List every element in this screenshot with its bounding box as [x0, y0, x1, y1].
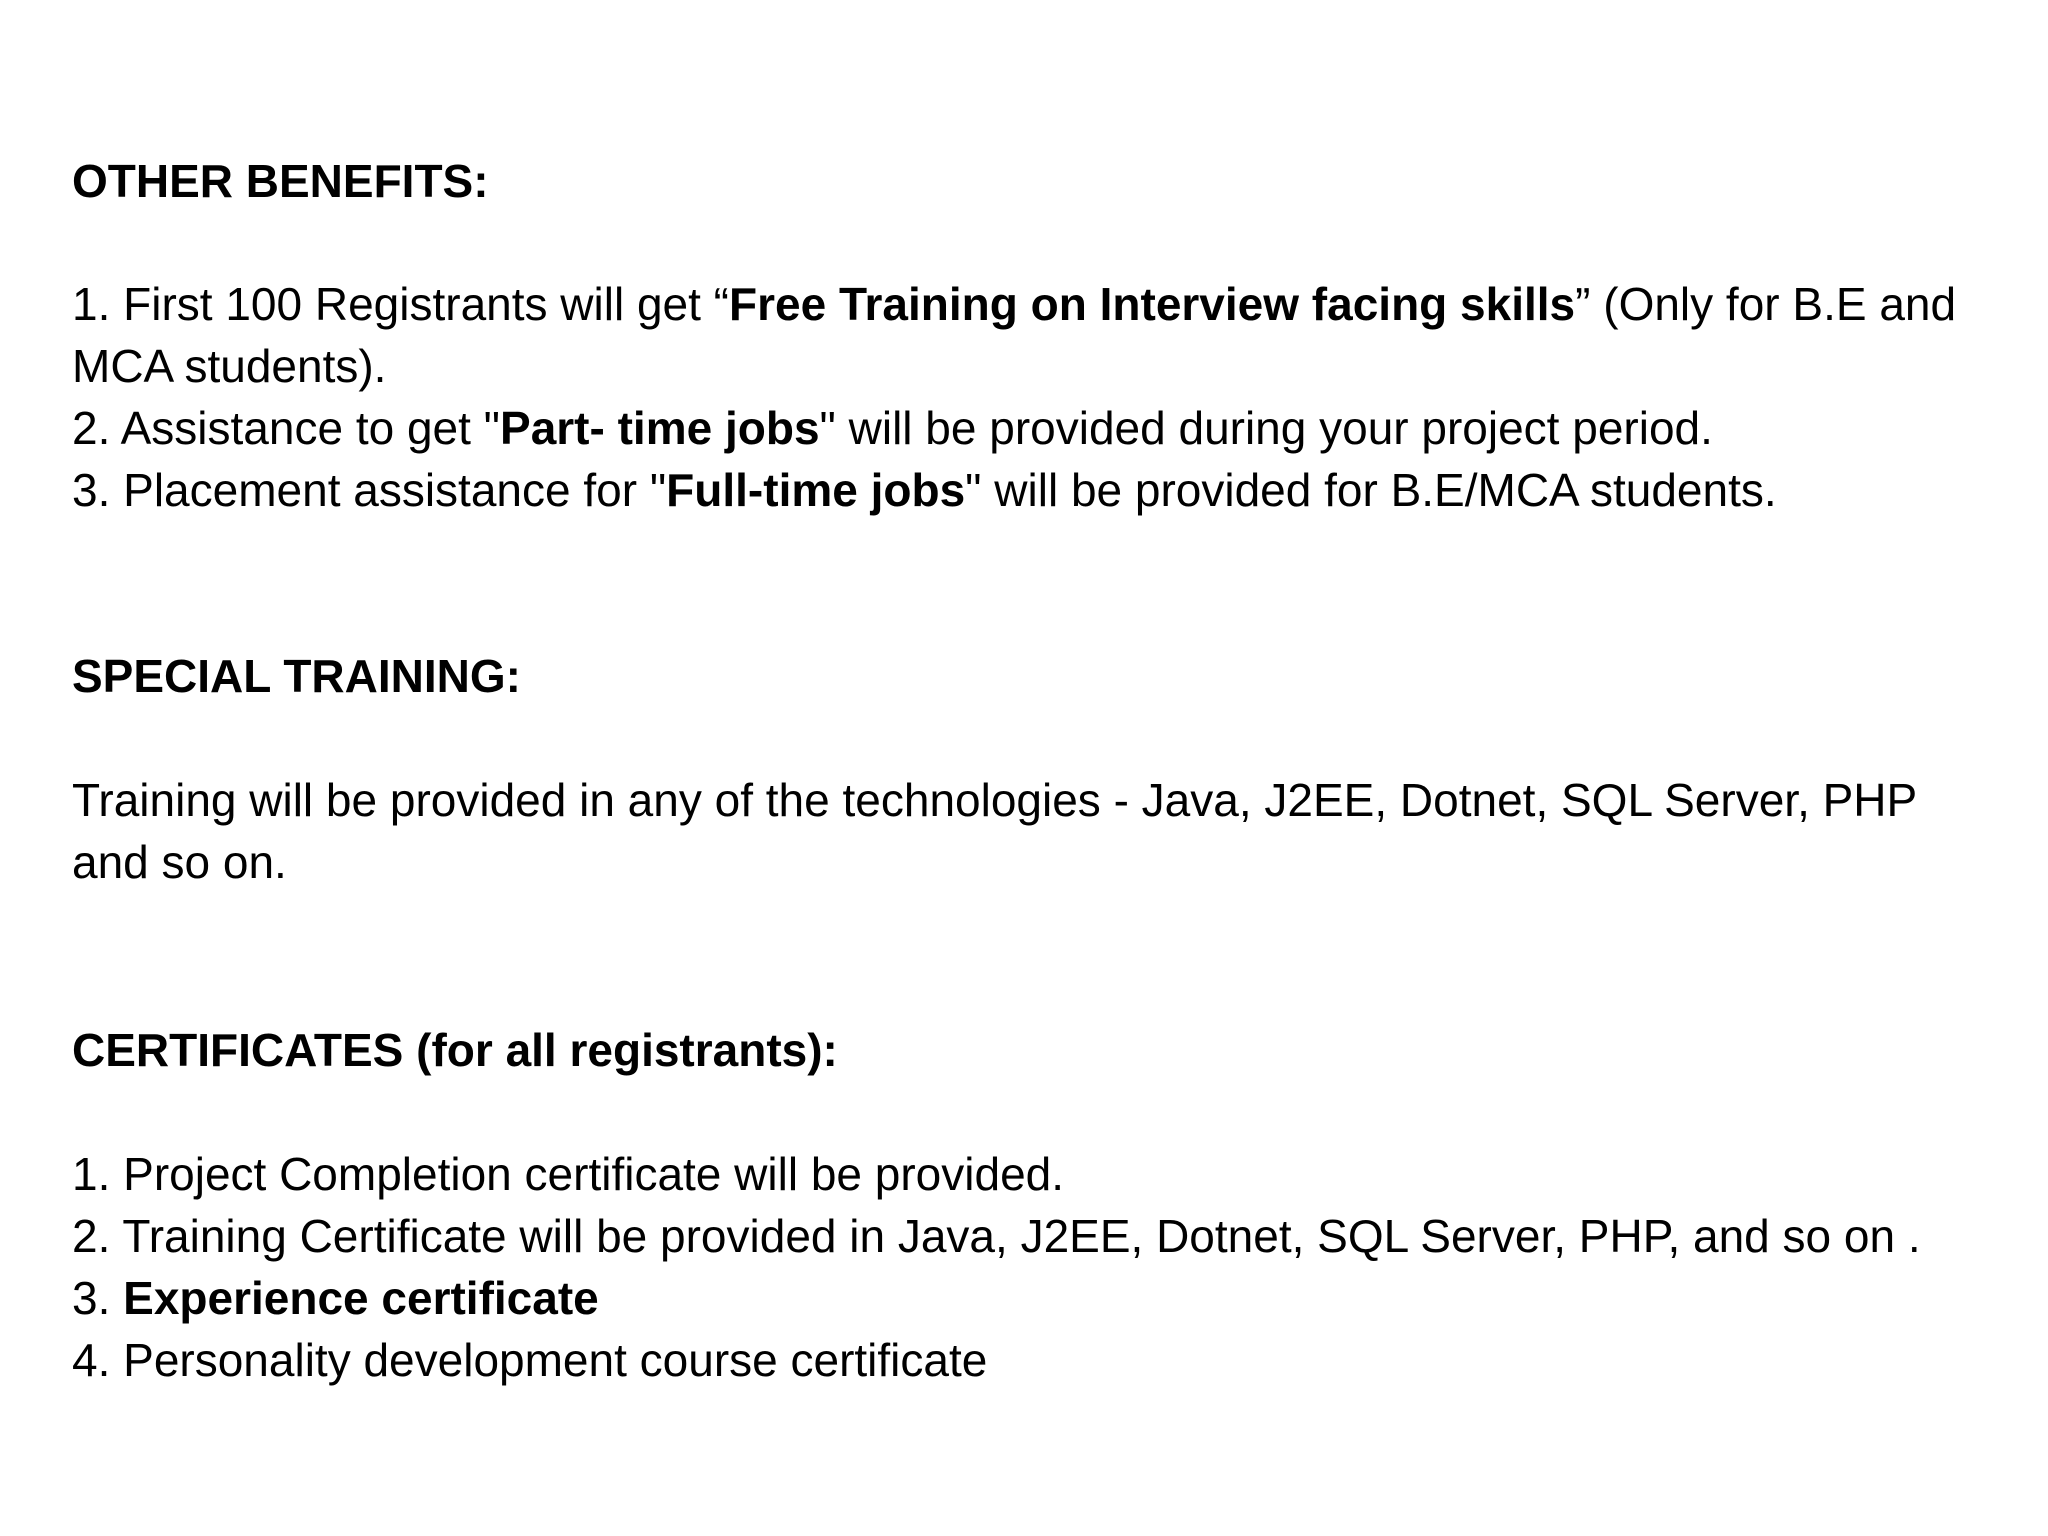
certificate-item-3-prefix: 3.	[72, 1272, 124, 1324]
benefit-item-2-prefix: 2. Assistance to get "	[72, 402, 501, 454]
special-training-heading: SPECIAL TRAINING:	[72, 650, 521, 702]
benefit-item-3-bold: Full-time jobs	[666, 464, 966, 516]
benefit-item-1-continuation: MCA students).	[72, 340, 387, 392]
certificate-item-3-bold: Experience certificate	[123, 1272, 599, 1324]
certificate-item-4: 4. Personality development course certificate	[72, 1334, 988, 1386]
special-training-line-1: Training will be provided in any of the technologies - Java, J2EE, Dotnet, SQL Server, PHP	[72, 774, 1918, 826]
certificate-item-1: 1. Project Completion certificate will be provided.	[72, 1148, 1065, 1200]
benefit-item-1-prefix: 1. First 100 Registrants will get “	[72, 278, 730, 330]
benefit-item-3-suffix: " will be provided for B.E/MCA students.	[965, 464, 1777, 516]
other-benefits-heading: OTHER BENEFITS:	[72, 155, 489, 207]
benefit-item-3-prefix: 3. Placement assistance for "	[72, 464, 667, 516]
certificate-item-2: 2. Training Certificate will be provided in Java, J2EE, Dotnet, SQL Server, PHP, and so on .	[72, 1210, 1921, 1262]
benefit-item-3	[72, 459, 1777, 521]
benefit-item-1	[72, 273, 1956, 335]
special-training-line-2: and so on.	[72, 836, 287, 888]
benefit-item-1-suffix: ” (Only for B.E and	[1575, 278, 1957, 330]
certificates-heading: CERTIFICATES (for all registrants):	[72, 1024, 838, 1076]
benefit-item-2	[72, 397, 1713, 459]
benefit-item-1-bold: Free Training on Interview facing skills	[729, 278, 1576, 330]
benefit-item-2-bold: Part- time jobs	[500, 402, 820, 454]
certificate-item-3	[72, 1267, 599, 1329]
benefit-item-2-suffix: " will be provided during your project period.	[819, 402, 1713, 454]
